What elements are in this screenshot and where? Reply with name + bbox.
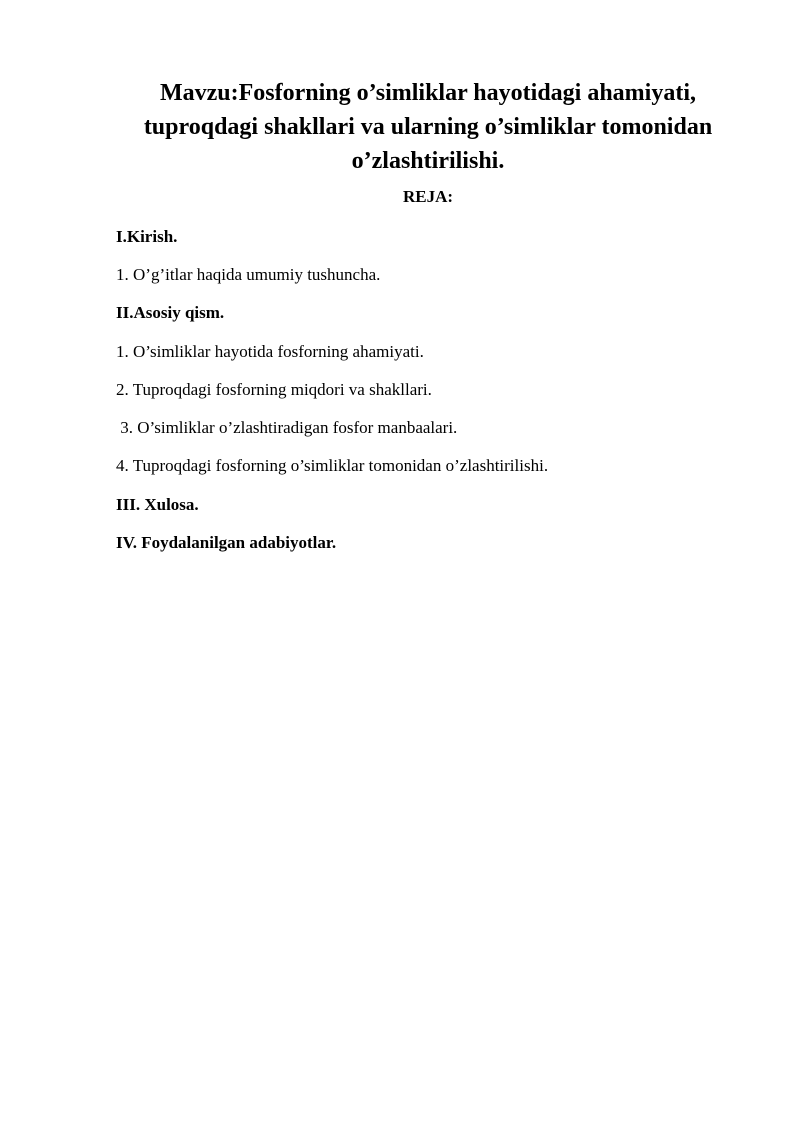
title-line-1: Mavzu:Fosforning o’simliklar hayotidagi ahamiyati, — [159, 80, 696, 106]
plan-heading: REJA: — [402, 187, 454, 206]
section-main-heading: II.Asosiy qism. — [116, 303, 225, 322]
outline-item: 1. O’simliklar hayotida fosforning ahamiyati. — [116, 342, 424, 361]
section-conclusion-heading: III. Xulosa. — [116, 495, 199, 514]
outline-item: 1. O’g’itlar haqida umumiy tushuncha. — [116, 265, 381, 284]
title-line-3: o’zlashtirilishi. — [351, 148, 505, 174]
outline-item: 4. Tuproqdagi fosforning o’simliklar tomonidan o’zlashtirilishi. — [116, 456, 549, 475]
section-intro-heading: I.Kirish. — [116, 227, 178, 246]
title-line-2: tuproqdagi shakllari va ularning o’simliklar tomonidan — [143, 114, 713, 140]
outline-item: 2. Tuproqdagi fosforning miqdori va shakllari. — [116, 380, 432, 399]
section-references-heading: IV. Foydalanilgan adabiyotlar. — [116, 533, 337, 552]
document-title — [118, 76, 738, 178]
outline-item: 3. O’simliklar o’zlashtiradigan fosfor manbaalari. — [116, 418, 458, 437]
